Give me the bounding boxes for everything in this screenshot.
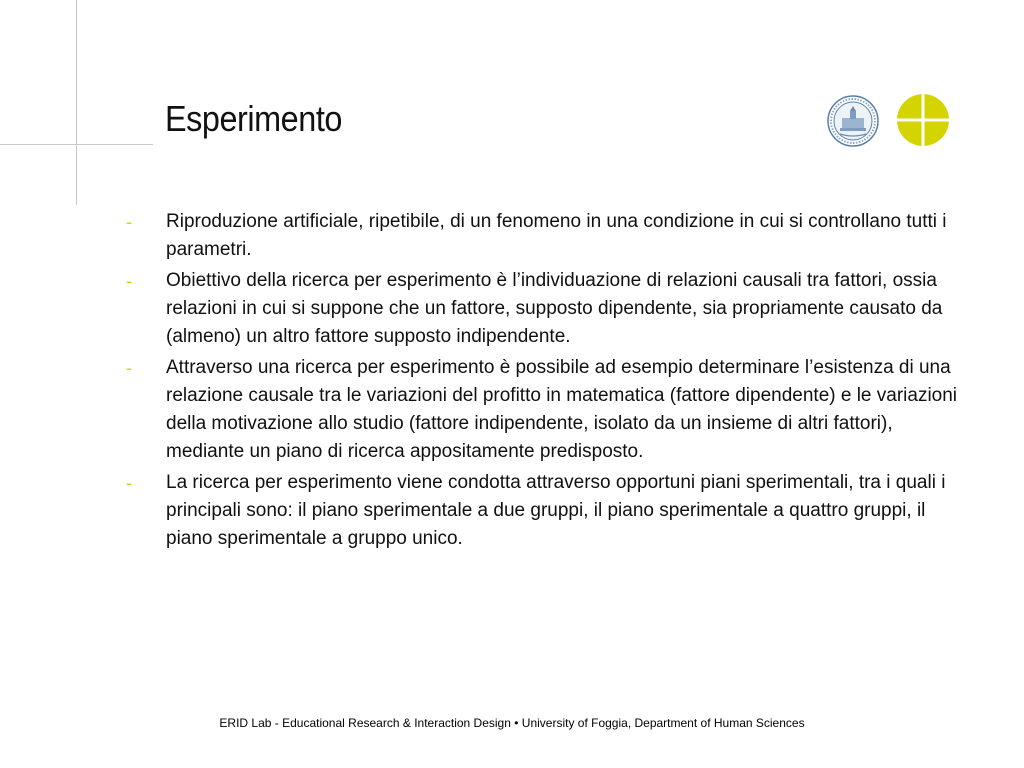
bullet-marker: -	[126, 358, 132, 378]
bullet-marker: -	[126, 271, 132, 291]
bullet-marker: -	[126, 473, 132, 493]
list-item	[126, 354, 972, 466]
bullet-list	[126, 208, 972, 556]
erid-logo-icon	[896, 93, 950, 147]
list-item	[126, 208, 972, 264]
slide-footer: ERID Lab - Educational Research & Interaction Design • University of Foggia, Department of Human Sciences	[219, 716, 805, 730]
list-item	[126, 469, 972, 553]
bullet-marker: -	[126, 212, 132, 232]
decor-vertical-line	[76, 0, 77, 205]
list-item	[126, 267, 972, 351]
bullet-text: Obiettivo della ricerca per esperimento è l’individuazione di relazioni causali tra fattori, ossia relazioni in cui si suppone che un fattore, supposto dipendente, sia propriamente causato da (almeno) un altro fattore supposto indipendente.	[166, 270, 943, 347]
bullet-text: Riproduzione artificiale, ripetibile, di un fenomeno in una condizione in cui si controllano tutti i parametri.	[166, 211, 947, 260]
slide-title: Esperimento	[165, 98, 342, 139]
decor-horizontal-line	[0, 144, 153, 145]
university-seal-icon	[826, 94, 880, 148]
bullet-text: La ricerca per esperimento viene condotta attraverso opportuni piani sperimentali, tra i quali i principali sono: il piano sperimentale a due gruppi, il piano sperimentale a quattro gruppi, il piano sperimentale a gruppo unico.	[166, 472, 946, 549]
bullet-text: Attraverso una ricerca per esperimento è possibile ad esempio determinare l’esistenza di una relazione causale tra le variazioni del profitto in matematica (fattore dipendente) e le variazioni della motivazione allo studio (fattore indipendente, isolato da un insieme di altri fattori), mediante un piano di ricerca appositamente predisposto.	[166, 357, 958, 462]
